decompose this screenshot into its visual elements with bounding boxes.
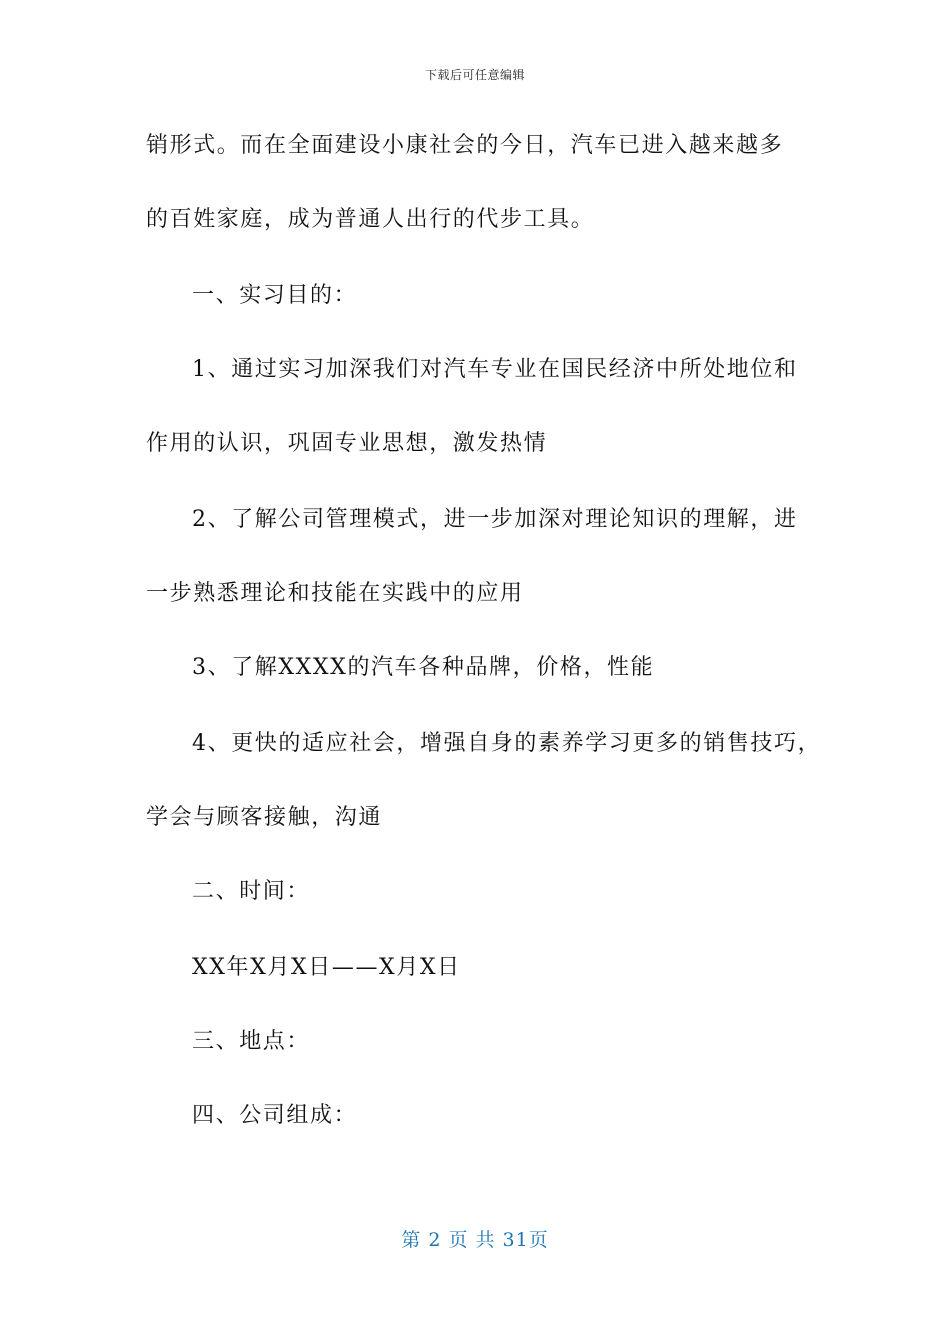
list-item-continuation: 作用的认识，巩固专业思想，激发热情	[146, 431, 548, 456]
list-item: 4、更快的适应社会，增强自身的素养学习更多的销售技巧，	[192, 731, 822, 756]
list-item-continuation: 一步熟悉理论和技能在实践中的应用	[146, 581, 524, 606]
section-heading: 四、公司组成：	[192, 1103, 358, 1128]
list-item: 1、通过实习加深我们对汽车专业在国民经济中所处地位和	[192, 357, 798, 382]
list-item: 2、了解公司管理模式，进一步加深对理论知识的理解，进	[192, 507, 798, 532]
section-heading: 三、地点：	[192, 1029, 311, 1054]
page-header: 下载后可任意编辑	[424, 68, 525, 82]
section-heading: 一、实习目的：	[192, 283, 358, 308]
list-item: 3、了解XXXX的汽车各种品牌，价格，性能	[192, 655, 655, 680]
date-range: XX年X月X日——X月X日	[192, 955, 461, 980]
section-heading: 二、时间：	[192, 879, 311, 904]
list-item-continuation: 学会与顾客接触，沟通	[146, 805, 383, 830]
paragraph-line: 销形式。而在全面建设小康社会的今日，汽车已进入越来越多	[146, 133, 784, 158]
paragraph-line: 的百姓家庭，成为普通人出行的代步工具。	[146, 207, 595, 232]
page-footer: 第 2 页 共 31页	[401, 1229, 549, 1251]
